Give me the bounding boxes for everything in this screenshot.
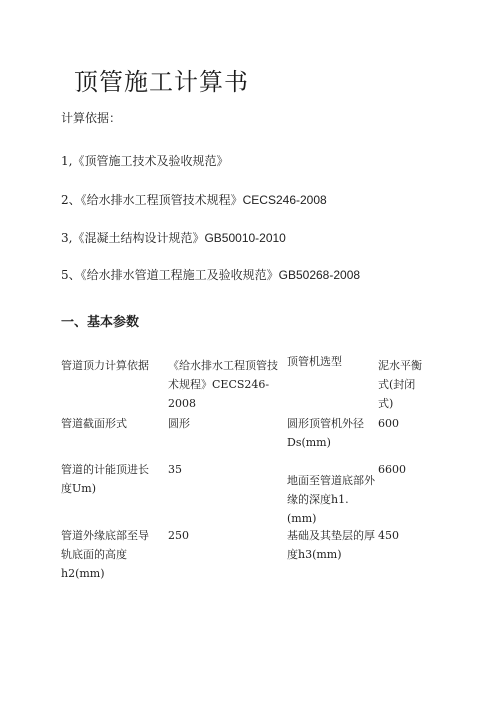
param-label: 管道顶力计算依据 xyxy=(61,359,149,372)
reference-text: 5、《给水排水管道工程施工及验收规范》 xyxy=(61,268,279,282)
param-label: 顶管机选型 xyxy=(287,355,342,368)
param-value: 450 xyxy=(378,529,399,542)
param-label: 管道截面形式 xyxy=(61,417,127,430)
param-value: 圆形 xyxy=(168,417,190,430)
reference-code: GB50010-2010 xyxy=(204,231,286,245)
param-value: 35 xyxy=(168,463,182,476)
reference-text: 2、《给水排水工程顶管技术规程》 xyxy=(61,193,243,207)
reference-item xyxy=(61,229,286,246)
reference-code: CECS246-2008 xyxy=(242,193,327,207)
param-label: 管道的计能顶进长度Um) xyxy=(61,463,149,495)
reference-text: 3,《混凝土结构设计规范》 xyxy=(61,231,205,245)
basis-label: 计算依据： xyxy=(61,111,122,125)
reference-item xyxy=(61,152,228,169)
param-label: 管道外缘底部至导轨底面的高度h2(mm) xyxy=(61,529,149,580)
reference-item xyxy=(61,191,327,208)
param-value: 600 xyxy=(378,417,399,430)
section-heading: 一、基本参数 xyxy=(61,315,140,330)
param-label: 圆形顶管机外径Ds(mm) xyxy=(287,417,364,449)
param-value: 泥水平衡式(封闭式) xyxy=(378,359,422,410)
document-title: 顶管施工计算书 xyxy=(74,68,249,96)
reference-item xyxy=(61,266,360,283)
reference-text: 1,《顶管施工技术及验收规范》 xyxy=(61,154,229,168)
param-label: 基础及其垫层的厚度h3(mm) xyxy=(287,529,375,561)
param-value: 250 xyxy=(168,529,189,542)
reference-code: GB50268-2008 xyxy=(278,268,361,282)
param-label: 地面至管道底部外缘的深度h1.(mm) xyxy=(287,474,375,525)
param-value: 6600 xyxy=(378,463,406,476)
param-value: 《给水排水工程顶管技术规程》CECS246-2008 xyxy=(168,359,278,410)
